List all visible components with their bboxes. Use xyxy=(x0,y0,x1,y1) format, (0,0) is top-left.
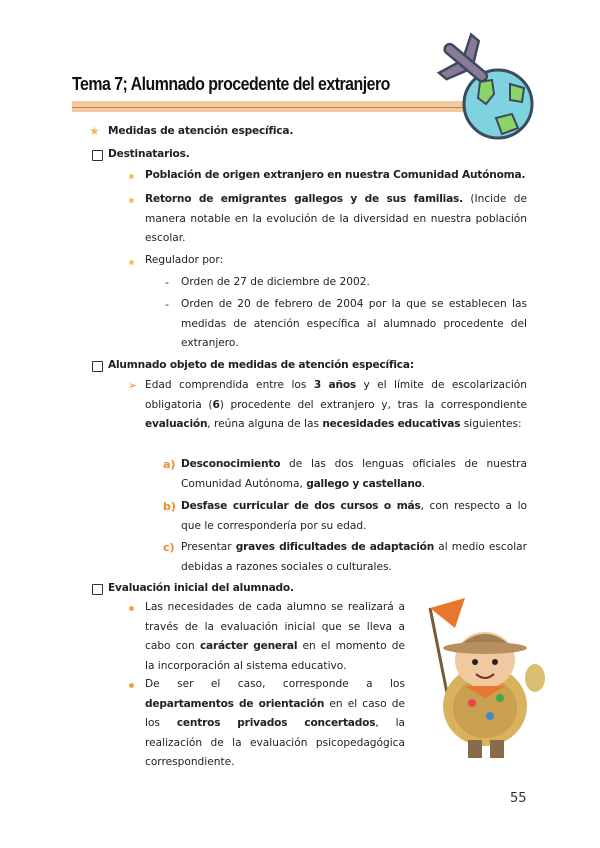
bold-text: Evaluación inicial del alumnado. xyxy=(108,582,294,594)
text: en el momento de la incorporación al sistema educativo. xyxy=(145,640,405,672)
text: siguientes: xyxy=(460,418,522,431)
text: en el caso de los xyxy=(145,697,405,730)
text: , la realización de la evaluación psicopedagógica correspondiente. xyxy=(145,717,406,769)
text: ) procedente del extranjero y, tras la correspondiente xyxy=(219,398,527,411)
text: al medio escolar debidas a razones sociales o culturales. xyxy=(181,541,527,573)
bullet-icon xyxy=(129,606,134,611)
list-item xyxy=(145,598,405,676)
text: Edad comprendida entre los xyxy=(145,379,314,391)
bullet-icon xyxy=(129,198,134,203)
bold-text: departamentos de orientación xyxy=(145,697,325,710)
list-letter: c) xyxy=(163,541,175,554)
text: y el límite de escolarización obligatoria ( xyxy=(145,379,527,411)
list-letter: a) xyxy=(163,458,176,471)
airplane-globe-icon xyxy=(430,32,540,142)
list-item xyxy=(181,538,527,577)
text: Regulador por: xyxy=(145,254,224,266)
list-item xyxy=(145,190,527,249)
bold-text: 3 años xyxy=(313,379,357,391)
text: De ser el caso, corresponde a los xyxy=(145,678,405,690)
bold-text: Medidas de atención específica. xyxy=(108,125,294,137)
list-item xyxy=(145,251,527,271)
bold-text: Población de origen extranjero en nuestra Comunidad Autónoma. xyxy=(145,169,526,181)
bold-text: evaluación xyxy=(145,418,208,431)
text: Las necesidades de cada alumno se realizará a través de la evaluación inicial que se lleva a cabo con xyxy=(145,601,405,653)
text: Presentar xyxy=(181,541,236,553)
bold-text: centros privados concertados xyxy=(176,717,376,730)
bold-text: gallego y castellano xyxy=(306,477,422,490)
dash-icon: - xyxy=(165,276,169,289)
list-item xyxy=(181,295,527,354)
checkbox-icon xyxy=(92,150,103,161)
list-item xyxy=(181,273,527,293)
bold-text: Destinatarios. xyxy=(108,148,190,160)
bullet-icon xyxy=(129,174,134,179)
dash-icon: - xyxy=(165,298,169,311)
text: (Incide de manera notable en la evolución de la diversidad en nuestra población escolar. xyxy=(145,193,528,245)
bold-text: Alumnado objeto de medidas de atención específica: xyxy=(108,359,414,371)
heading-evaluacion xyxy=(108,579,528,599)
bold-text: Desfase curricular de dos cursos o más xyxy=(181,500,421,512)
list-item xyxy=(145,166,527,186)
list-item xyxy=(145,675,405,773)
bold-text: Retorno de emigrantes gallegos y de sus familias. xyxy=(145,193,463,205)
list-item xyxy=(145,376,527,435)
heading-destinatarios xyxy=(108,145,528,165)
bold-text: carácter general xyxy=(199,640,298,653)
checkbox-icon xyxy=(92,584,103,595)
bold-text: Desconocimiento xyxy=(181,458,281,470)
page-number: 55 xyxy=(510,791,527,806)
heading-alumnado xyxy=(108,356,528,376)
text: , con respecto a lo que le correspondería por su edad. xyxy=(181,500,527,532)
text: Orden de 27 de diciembre de 2002. xyxy=(181,276,370,288)
arrow-bullet-icon: ➢ xyxy=(128,379,138,392)
text: de las dos lenguas oficiales de nuestra Comunidad Autónoma, xyxy=(181,458,527,490)
page-title: Tema 7; Alumnado procedente del extranjero xyxy=(72,73,390,94)
bold-text: graves dificultades de adaptación xyxy=(235,541,435,553)
text: Orden de 20 de febrero de 2004 por la que se establecen las medidas de atención específica al alumnado procedente del extranjero. xyxy=(181,298,527,350)
text: . xyxy=(421,477,426,490)
scout-boy-illustration xyxy=(410,598,550,763)
bullet-icon xyxy=(129,260,134,265)
bullet-icon xyxy=(129,683,134,688)
star-icon: ★ xyxy=(89,124,100,138)
list-item xyxy=(181,497,527,536)
list-letter: b) xyxy=(163,500,176,513)
text: , reúna alguna de las xyxy=(207,418,323,431)
bold-text: necesidades educativas xyxy=(322,418,461,431)
list-item xyxy=(181,455,527,494)
bold-text: 6 xyxy=(212,398,220,411)
checkbox-icon xyxy=(92,361,103,372)
